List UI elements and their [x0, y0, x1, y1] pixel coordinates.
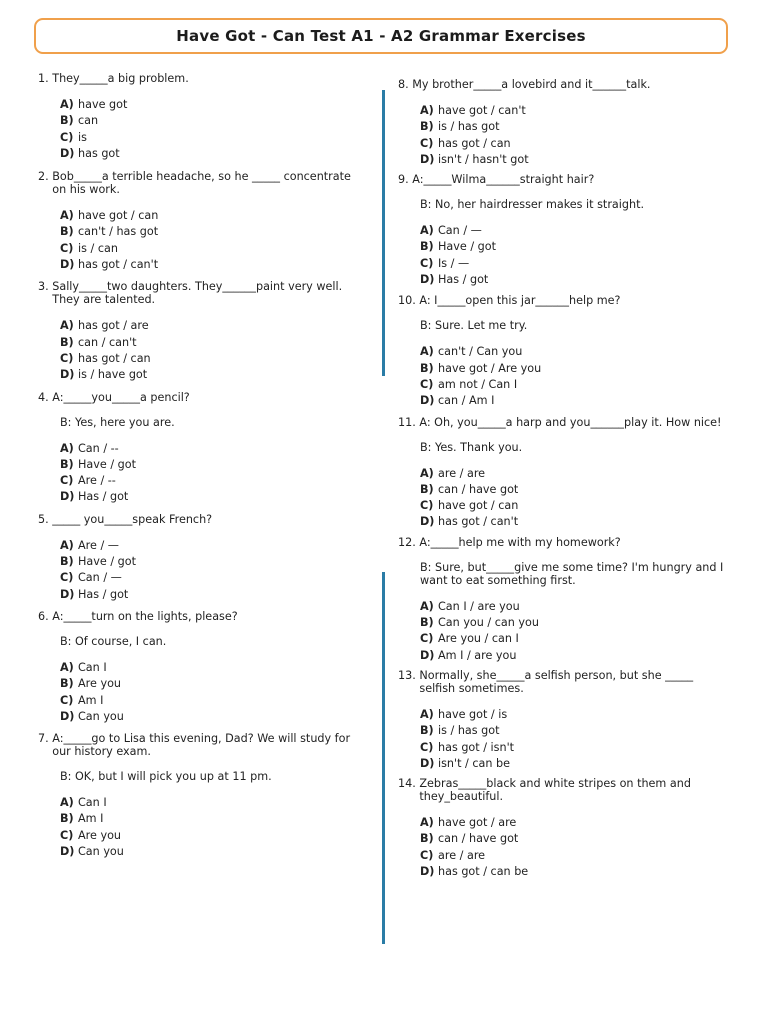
option-text: is / has got	[438, 724, 500, 738]
question-number: 3.	[38, 280, 53, 294]
answer-option[interactable]	[420, 631, 728, 647]
question-number: 5.	[38, 512, 53, 526]
answer-option[interactable]	[420, 119, 728, 135]
answer-options	[420, 466, 728, 531]
option-letter: C)	[420, 499, 434, 513]
option-text: Have / got	[438, 240, 496, 254]
question-text: _____ you_____speak French?	[52, 512, 213, 526]
option-letter: B)	[60, 555, 74, 569]
option-letter: A)	[60, 538, 74, 552]
option-letter: B)	[420, 482, 434, 496]
option-text: is	[78, 130, 87, 144]
option-text: Is / —	[438, 256, 470, 270]
dialogue-response: B: No, her hairdresser makes it straight.	[420, 198, 645, 212]
option-letter: C)	[420, 136, 434, 150]
answer-option[interactable]	[420, 239, 728, 255]
question-number: 12.	[398, 535, 420, 549]
question-block	[398, 536, 728, 664]
question-number: 2.	[38, 170, 53, 184]
option-letter: C)	[60, 241, 74, 255]
question-number: 14.	[398, 777, 420, 791]
question-stem	[38, 391, 364, 404]
option-text: Are you	[78, 677, 122, 691]
answer-option[interactable]	[420, 648, 728, 664]
answer-option[interactable]	[60, 709, 364, 725]
question-number: 11.	[398, 415, 420, 429]
answer-option[interactable]	[60, 257, 364, 273]
answer-options	[420, 223, 728, 288]
option-text: Have / got	[78, 457, 136, 471]
dialogue-response: B: Yes. Thank you.	[420, 440, 523, 454]
answer-option[interactable]	[420, 864, 728, 880]
question-block	[38, 391, 364, 506]
answer-options	[420, 599, 728, 664]
answer-options	[420, 103, 728, 168]
option-letter: D)	[60, 258, 75, 272]
option-text: Have / got	[78, 555, 136, 569]
answer-options	[60, 97, 364, 162]
question-block	[398, 173, 728, 288]
option-letter: B)	[60, 677, 74, 691]
option-letter: B)	[420, 832, 434, 846]
option-text: Can you / can you	[438, 616, 539, 630]
option-text: Am I / are you	[438, 648, 517, 662]
option-text: Can I	[78, 660, 107, 674]
option-letter: C)	[420, 632, 434, 646]
question-text: A:_____turn on the lights, please?	[52, 609, 238, 623]
answer-option[interactable]	[60, 97, 364, 113]
option-text: has got / can be	[438, 865, 529, 879]
answer-options	[420, 344, 728, 409]
question-text: A:_____help me with my homework?	[419, 535, 621, 549]
option-text: have got / can	[438, 499, 519, 513]
answer-option[interactable]	[60, 457, 364, 473]
option-text: can	[78, 114, 99, 128]
answer-option[interactable]	[60, 208, 364, 224]
answer-option[interactable]	[60, 811, 364, 827]
question-stem	[38, 170, 364, 196]
question-number: 10.	[398, 294, 420, 308]
question-number: 7.	[38, 732, 53, 746]
answer-option[interactable]	[420, 615, 728, 631]
option-text: can / have got	[438, 832, 519, 846]
question-block	[398, 669, 728, 772]
answer-option[interactable]	[60, 828, 364, 844]
option-letter: C)	[420, 377, 434, 391]
option-letter: C)	[60, 828, 74, 842]
question-stem	[398, 78, 728, 91]
question-stem	[38, 72, 364, 85]
answer-option[interactable]	[420, 377, 728, 393]
option-text: Can you	[78, 709, 124, 723]
option-letter: C)	[60, 693, 74, 707]
option-text: can / have got	[438, 482, 519, 496]
answer-option[interactable]	[60, 335, 364, 351]
option-text: has got / can't	[438, 515, 519, 529]
answer-option[interactable]	[60, 318, 364, 334]
answer-option[interactable]	[60, 473, 364, 489]
answer-option[interactable]	[60, 693, 364, 709]
answer-option[interactable]	[420, 344, 728, 360]
question-stem	[38, 610, 364, 623]
column-divider-top	[382, 90, 385, 376]
question-block	[38, 280, 364, 383]
option-letter: C)	[420, 740, 434, 754]
option-text: Are you / can I	[438, 632, 519, 646]
option-text: is / has got	[438, 120, 500, 134]
option-text: has got / can	[78, 351, 151, 365]
option-text: have got / can	[78, 209, 159, 223]
option-letter: D)	[420, 394, 435, 408]
question-stem	[38, 280, 364, 306]
answer-option[interactable]	[60, 587, 364, 603]
question-text: A: I_____open this jar______help me?	[419, 294, 621, 308]
answer-options	[60, 538, 364, 603]
option-letter: D)	[420, 152, 435, 166]
option-letter: A)	[420, 466, 434, 480]
option-text: can / Am I	[438, 394, 495, 408]
option-letter: B)	[60, 335, 74, 349]
question-number: 8.	[398, 78, 413, 91]
option-letter: B)	[420, 120, 434, 134]
option-letter: D)	[60, 146, 75, 160]
option-letter: D)	[60, 587, 75, 601]
question-stem	[398, 669, 728, 695]
option-letter: A)	[60, 660, 74, 674]
answer-option[interactable]	[60, 351, 364, 367]
option-letter: A)	[420, 816, 434, 830]
option-letter: A)	[420, 707, 434, 721]
answer-option[interactable]	[420, 848, 728, 864]
option-text: has got / are	[78, 319, 149, 333]
option-text: Are you	[78, 828, 122, 842]
option-letter: A)	[420, 599, 434, 613]
question-number: 6.	[38, 609, 53, 623]
option-text: isn't / can be	[438, 756, 511, 770]
column-divider-bottom	[382, 572, 385, 944]
right-question-column	[398, 78, 728, 880]
answer-option[interactable]	[60, 795, 364, 811]
left-question-column	[38, 72, 364, 860]
question-number: 1.	[38, 72, 53, 85]
answer-option[interactable]	[60, 241, 364, 257]
answer-option[interactable]	[60, 538, 364, 554]
question-block	[38, 170, 364, 273]
question-block	[398, 78, 728, 168]
answer-option[interactable]	[420, 223, 728, 239]
option-text: has got	[78, 146, 120, 160]
option-text: Has / got	[78, 490, 129, 504]
option-text: Are / --	[78, 474, 116, 488]
option-letter: A)	[60, 98, 74, 111]
answer-option[interactable]	[60, 146, 364, 162]
option-text: can't / has got	[78, 225, 159, 239]
answer-option[interactable]	[420, 756, 728, 772]
option-text: am not / Can I	[438, 377, 518, 391]
option-letter: A)	[60, 441, 74, 455]
dialogue-response: B: OK, but I will pick you up at 11 pm.	[60, 770, 272, 784]
answer-option[interactable]	[420, 514, 728, 530]
answer-option[interactable]	[60, 489, 364, 505]
option-letter: D)	[420, 648, 435, 662]
question-block	[38, 513, 364, 603]
question-stem	[398, 173, 728, 186]
option-text: have got / can't	[438, 104, 526, 117]
question-stem	[398, 416, 728, 429]
question-text: Sally_____two daughters. They______paint very well. They are talented.	[52, 280, 343, 307]
answer-option[interactable]	[60, 554, 364, 570]
answer-option[interactable]	[60, 367, 364, 383]
answer-option[interactable]	[420, 393, 728, 409]
option-text: isn't / hasn't got	[438, 152, 529, 166]
question-text: They_____a big problem.	[52, 72, 189, 85]
question-block	[38, 72, 364, 162]
option-text: is / can	[78, 241, 118, 255]
option-text: Am I	[78, 812, 104, 826]
answer-option[interactable]	[60, 676, 364, 692]
question-text: A:_____go to Lisa this evening, Dad? We will study for our history exam.	[52, 732, 351, 759]
question-number: 4.	[38, 390, 53, 404]
option-letter: C)	[60, 130, 74, 144]
option-letter: C)	[60, 571, 74, 585]
answer-options	[420, 707, 728, 772]
question-text: A: Oh, you_____a harp and you______play it. How nice!	[419, 415, 722, 429]
option-letter: B)	[420, 240, 434, 254]
question-text: Zebras_____black and white stripes on them and they_beautiful.	[419, 777, 691, 804]
option-letter: D)	[60, 845, 75, 859]
question-stem	[398, 777, 728, 803]
option-text: Has / got	[438, 273, 489, 287]
answer-option[interactable]	[420, 599, 728, 615]
option-letter: D)	[60, 709, 75, 723]
option-letter: B)	[420, 361, 434, 375]
question-stem	[398, 536, 728, 549]
answer-option[interactable]	[420, 707, 728, 723]
answer-options	[60, 208, 364, 273]
option-letter: B)	[60, 114, 74, 128]
answer-option[interactable]	[60, 130, 364, 146]
question-text: Bob_____a terrible headache, so he _____ concentrate on his work.	[52, 170, 351, 197]
answer-options	[60, 441, 364, 506]
question-stem	[38, 732, 364, 758]
option-letter: C)	[60, 351, 74, 365]
option-letter: A)	[420, 345, 434, 359]
option-text: are / are	[438, 466, 486, 480]
answer-option[interactable]	[420, 723, 728, 739]
option-text: can / can't	[78, 335, 137, 349]
question-block	[38, 610, 364, 725]
answer-option[interactable]	[60, 660, 364, 676]
answer-option[interactable]	[420, 466, 728, 482]
option-text: Can I / are you	[438, 599, 520, 613]
option-letter: C)	[60, 474, 74, 488]
option-letter: A)	[60, 319, 74, 333]
option-text: has got / isn't	[438, 740, 515, 754]
question-number: 9.	[398, 173, 413, 187]
dialogue-response: B: Sure, but_____give me some time? I'm hungry and I want to eat something first.	[420, 560, 724, 587]
option-letter: D)	[60, 490, 75, 504]
question-text: My brother_____a lovebird and it______talk.	[412, 78, 651, 91]
option-text: has got / can't	[78, 258, 159, 272]
option-letter: D)	[420, 756, 435, 770]
answer-option[interactable]	[420, 136, 728, 152]
option-text: have got / are	[438, 816, 517, 830]
dialogue-response: B: Yes, here you are.	[60, 415, 175, 429]
question-text: A:_____Wilma______straight hair?	[412, 173, 595, 187]
answer-options	[60, 318, 364, 383]
option-letter: A)	[420, 104, 434, 117]
option-text: Are / —	[78, 538, 119, 552]
option-text: have got / is	[438, 707, 508, 721]
answer-option[interactable]	[420, 152, 728, 168]
answer-option[interactable]	[60, 441, 364, 457]
option-text: Can / —	[438, 224, 482, 238]
question-text: A:_____you_____a pencil?	[52, 390, 190, 404]
option-letter: C)	[420, 848, 434, 862]
option-text: Has / got	[78, 587, 129, 601]
option-text: have got / Are you	[438, 361, 542, 375]
option-letter: A)	[420, 224, 434, 238]
answer-options	[60, 795, 364, 860]
answer-option[interactable]	[420, 815, 728, 831]
option-text: can't / Can you	[438, 345, 523, 359]
option-text: are / are	[438, 848, 486, 862]
option-letter: B)	[420, 616, 434, 630]
answer-option[interactable]	[420, 272, 728, 288]
option-letter: B)	[420, 724, 434, 738]
answer-option[interactable]	[420, 498, 728, 514]
answer-option[interactable]	[420, 103, 728, 119]
option-text: Can you	[78, 845, 124, 859]
answer-option[interactable]	[420, 256, 728, 272]
option-letter: A)	[60, 796, 74, 810]
answer-option[interactable]	[420, 361, 728, 377]
option-text: Am I	[78, 693, 104, 707]
question-block	[398, 294, 728, 409]
question-stem	[38, 513, 364, 526]
option-letter: A)	[60, 209, 74, 223]
answer-option[interactable]	[60, 224, 364, 240]
option-letter: C)	[420, 256, 434, 270]
answer-option[interactable]	[420, 831, 728, 847]
option-text: has got / can	[438, 136, 511, 150]
option-text: Can / --	[78, 441, 119, 455]
option-text: have got	[78, 98, 128, 111]
option-text: Can / —	[78, 571, 122, 585]
option-letter: B)	[60, 812, 74, 826]
dialogue-response: B: Of course, I can.	[60, 634, 167, 648]
option-letter: B)	[60, 457, 74, 471]
question-stem	[398, 294, 728, 307]
dialogue-response: B: Sure. Let me try.	[420, 319, 528, 333]
page-title: Have Got - Can Test A1 - A2 Grammar Exercises	[176, 27, 586, 45]
answer-option[interactable]	[60, 844, 364, 860]
answer-options	[60, 660, 364, 725]
question-text: Normally, she_____a selfish person, but she _____ selfish sometimes.	[419, 668, 694, 695]
title-box	[34, 18, 728, 54]
option-letter: D)	[420, 865, 435, 879]
question-block	[398, 416, 728, 531]
question-block	[38, 732, 364, 860]
option-text: Can I	[78, 796, 107, 810]
answer-options	[420, 815, 728, 880]
answer-option[interactable]	[60, 570, 364, 586]
option-letter: D)	[60, 368, 75, 382]
answer-option[interactable]	[60, 113, 364, 129]
question-block	[398, 777, 728, 880]
option-text: is / have got	[78, 368, 148, 382]
answer-option[interactable]	[420, 740, 728, 756]
question-number: 13.	[398, 668, 420, 682]
option-letter: D)	[420, 515, 435, 529]
answer-option[interactable]	[420, 482, 728, 498]
option-letter: D)	[420, 273, 435, 287]
option-letter: B)	[60, 225, 74, 239]
